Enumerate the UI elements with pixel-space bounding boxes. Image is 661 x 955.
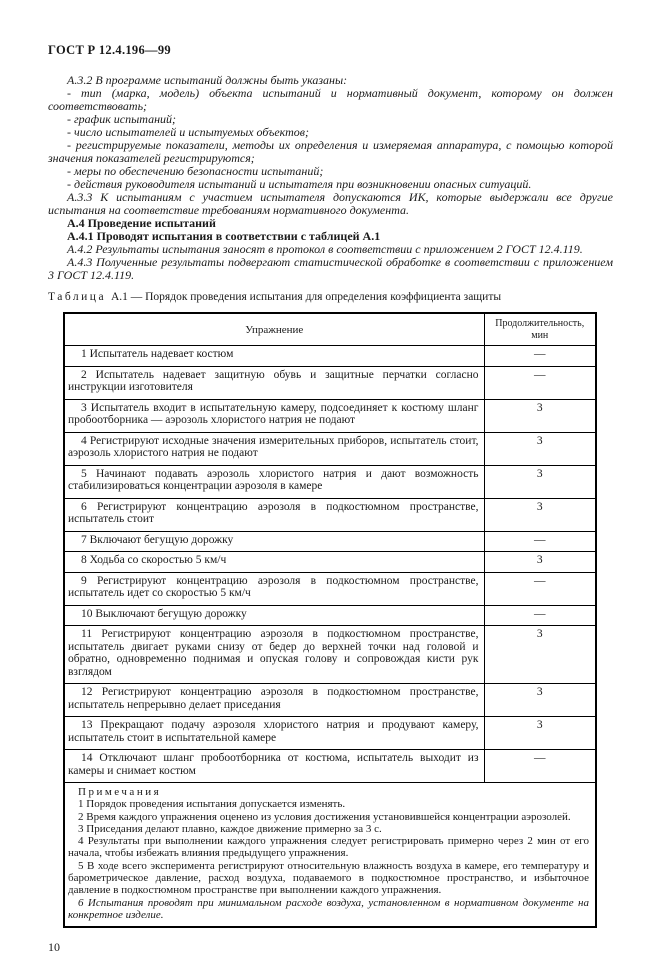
duration-cell: 3 [484, 465, 596, 498]
table-row [64, 684, 596, 717]
table-row [64, 432, 596, 465]
list-item: - число испытателей и испытуемых объектов; [67, 125, 309, 139]
exercise-cell: 3 Испытатель входит в испытательную камеру, подсоединяет к костюму шланг пробоотборника — аэрозоль хлористого натрия не подают [64, 399, 484, 432]
body-text [48, 74, 613, 282]
exercise-cell: 7 Включают бегущую дорожку [64, 531, 484, 552]
page-number: 10 [48, 940, 60, 955]
table-row [64, 717, 596, 750]
table-caption [48, 291, 613, 304]
notes-title: Примечания [78, 786, 162, 798]
document-header: ГОСТ Р 12.4.196—99 [48, 43, 171, 57]
exercise-cell: 1 Испытатель надевает костюм [64, 346, 484, 367]
duration-cell: — [484, 750, 596, 783]
notes-row [64, 783, 596, 928]
table-caption-ref: А.1 [110, 291, 128, 303]
table-row [64, 626, 596, 684]
note-item: 2 Время каждого упражнения оценено из условия достижения установившейся концентрации аэрозолей. [78, 810, 571, 823]
duration-cell: 3 [484, 552, 596, 573]
note-item: 1 Порядок проведения испытания допускается изменять. [78, 798, 346, 811]
table-row [64, 465, 596, 498]
table-header-row [64, 313, 596, 346]
exercise-cell: 12 Регистрируют концентрацию аэрозоля в подкостюмном пространстве, испытатель непрерывно делает приседания [64, 684, 484, 717]
paragraph: А.4.3 Полученные результаты подвергают статистической обработке в соответствии с приложением 3 ГОСТ 12.4.119. [48, 255, 613, 282]
table-caption-text: — Порядок проведения испытания для определения коэффициента защиты [130, 291, 502, 303]
column-header-duration: Продолжительность, мин [484, 313, 596, 346]
exercise-table [63, 312, 597, 928]
note-item: 5 В ходе всего эксперимента регистрируют относительную влажность воздуха в камере, его температуру и барометрическое давление, расход воздуха, подаваемого в подкостюмное пространство, и избыточное давление в подкостюмном пространстве при выполнении каждого упражнения. [68, 859, 589, 897]
note-item: 3 Приседания делают плавно, каждое движение примерно за 3 с. [78, 822, 382, 835]
table-row [64, 750, 596, 783]
exercise-cell: 5 Начинают подавать аэрозоль хлористого натрия и дают возможность стабилизироваться концентрации аэрозоля в камере [64, 465, 484, 498]
duration-cell: 3 [484, 498, 596, 531]
exercise-cell: 8 Ходьба со скоростью 5 км/ч [64, 552, 484, 573]
exercise-cell: 4 Регистрируют исходные значения измерительных приборов, испытатель стоит, аэрозоль хлористого натрия не подают [64, 432, 484, 465]
list-item: - тип (марка, модель) объекта испытаний и нормативный документ, которому он должен соответствовать; [48, 86, 613, 113]
column-header-exercise: Упражнение [64, 313, 484, 346]
table-row [64, 498, 596, 531]
list-item: - график испытаний; [67, 112, 177, 126]
table-row [64, 572, 596, 605]
duration-cell: — [484, 531, 596, 552]
exercise-cell: 2 Испытатель надевает защитную обувь и защитные перчатки согласно инструкции изготовителя [64, 366, 484, 399]
paragraph: А.4.2 Результаты испытания заносят в протокол в соответствии с приложением 2 ГОСТ 12.4.119. [67, 242, 583, 256]
list-item: - меры по обеспечению безопасности испытаний; [67, 164, 324, 178]
duration-cell: 3 [484, 626, 596, 684]
table-row [64, 605, 596, 626]
exercise-cell: 10 Выключают бегущую дорожку [64, 605, 484, 626]
duration-cell: 3 [484, 399, 596, 432]
duration-cell: — [484, 366, 596, 399]
exercise-cell: 11 Регистрируют концентрацию аэрозоля в подкостюмном пространстве, испытатель двигает руками снизу от бедер до верхней точки над головой и обратно, одновременно поднимая и опуская голову и сопровождая кисти рук взглядом [64, 626, 484, 684]
table-row [64, 399, 596, 432]
exercise-cell: 9 Регистрируют концентрацию аэрозоля в подкостюмном пространстве, испытатель идет со скоростью 5 км/ч [64, 572, 484, 605]
list-item: - регистрируемые показатели, методы их определения и измеряемая аппаратура, с помощью которой значения показателей регистрируются; [48, 138, 613, 165]
exercise-cell: 14 Отключают шланг пробоотборника от костюма, испытатель выходит из камеры и снимает костюм [64, 750, 484, 783]
note-item: 6 Испытания проводят при минимальном расходе воздуха, установленном в нормативном документе на конкретное изделие. [68, 896, 589, 921]
table-caption-word: Таблица [48, 291, 107, 303]
section-heading: А.4.1 Проводят испытания в соответствии с таблицей А.1 [67, 229, 381, 243]
paragraph: А.3.2 В программе испытаний должны быть указаны: [67, 73, 348, 87]
exercise-cell: 13 Прекращают подачу аэрозоля хлористого натрия и продувают камеру, испытатель стоит в испытательной камере [64, 717, 484, 750]
table-row [64, 552, 596, 573]
note-item: 4 Результаты при выполнении каждого упражнения следует регистрировать примерно через 2 мин от его начала, чтобы избежать влияния предыдущего упражнения. [68, 835, 589, 860]
paragraph: А.3.3 К испытаниям с участием испытателя допускаются ИК, которые выдержали все другие испытания на соответствие требованиям нормативного документа. [48, 190, 613, 217]
table-row [64, 346, 596, 367]
exercise-cell: 6 Регистрируют концентрацию аэрозоля в подкостюмном пространстве, испытатель стоит [64, 498, 484, 531]
duration-cell: — [484, 346, 596, 367]
duration-cell: 3 [484, 684, 596, 717]
table-row [64, 366, 596, 399]
notes-cell [64, 783, 596, 928]
duration-cell: 3 [484, 432, 596, 465]
duration-cell: — [484, 605, 596, 626]
section-heading: А.4 Проведение испытаний [67, 216, 216, 230]
page-content [48, 74, 613, 955]
list-item: - действия руководителя испытаний и испытателя при возникновении опасных ситуаций. [67, 177, 532, 191]
table-row [64, 531, 596, 552]
duration-cell: — [484, 572, 596, 605]
duration-cell: 3 [484, 717, 596, 750]
